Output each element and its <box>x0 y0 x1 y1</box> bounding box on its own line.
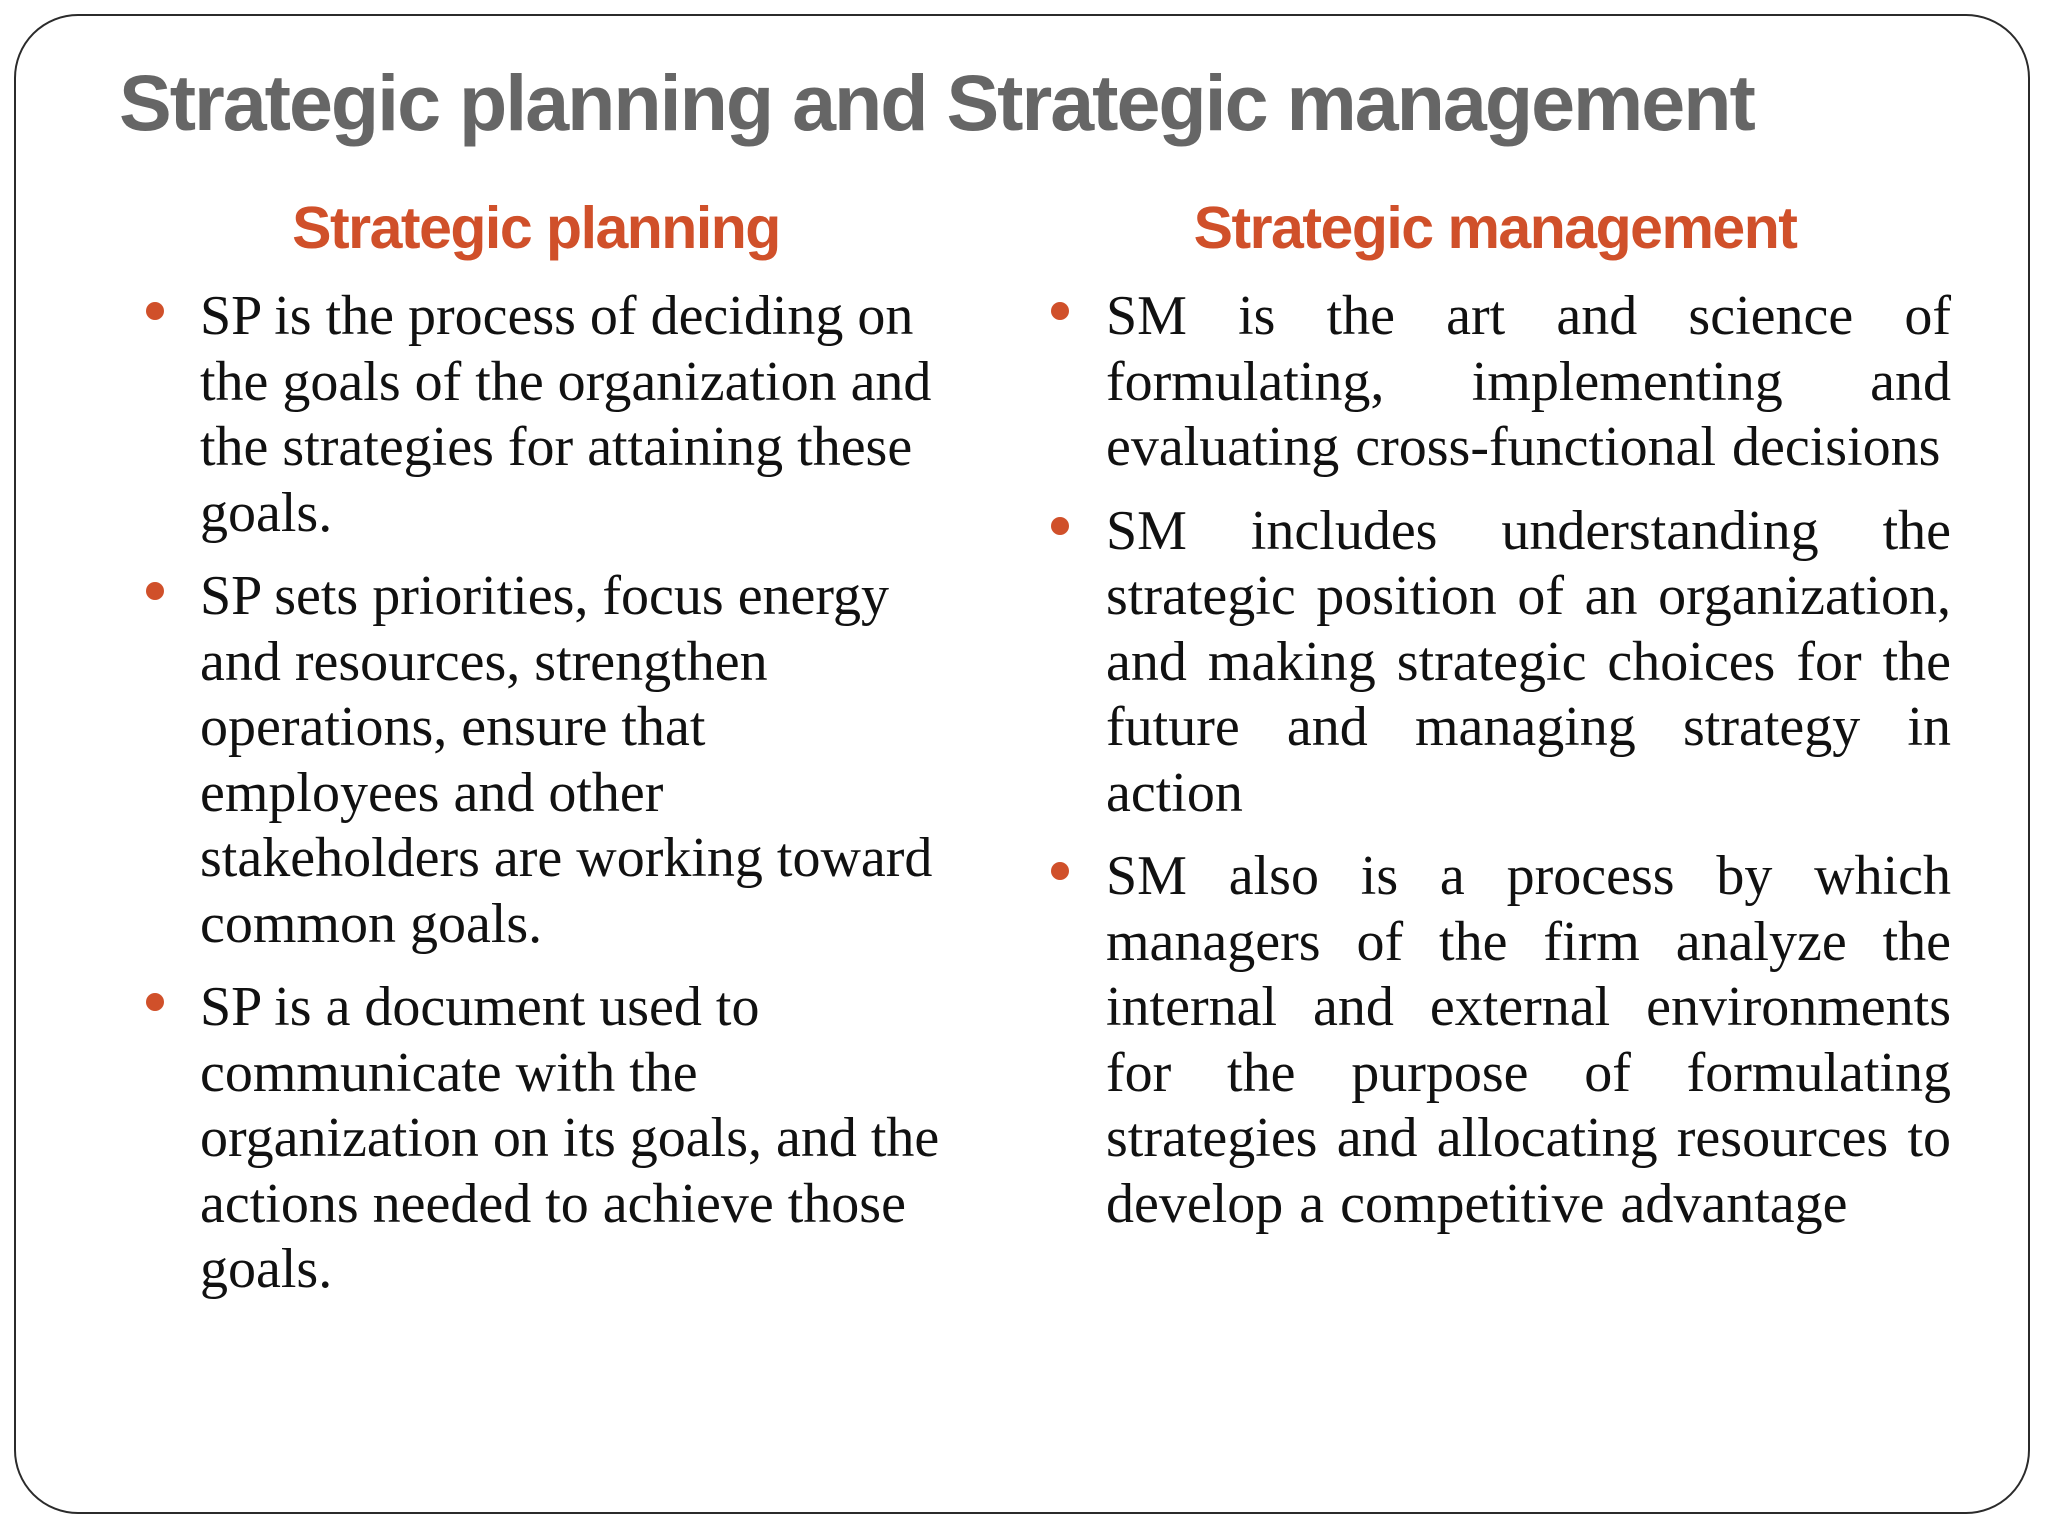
list-item <box>136 975 956 1303</box>
strategic-management-list <box>1039 284 1951 1237</box>
list-item-text: SP sets priorities, focus energy and resources, strengthen operations, ensure that employees and other stakeholders are working toward common goals. <box>200 565 933 955</box>
strategic-planning-heading: Strategic planning <box>292 195 780 261</box>
bullet-dot-icon <box>146 993 164 1011</box>
bullet-dot-icon <box>1051 517 1069 535</box>
list-item-text: SP is the process of deciding on the goals of the organization and the strategies for attaining these goals. <box>200 285 932 544</box>
bullet-dot-icon <box>1051 862 1069 880</box>
list-item-text: SM also is a process by which managers of the firm analyze the internal and external environments for the purpose of formulating strategies and allocating resources to develop a competitive advantage <box>1106 845 1951 1235</box>
list-item <box>1039 284 1951 481</box>
list-item <box>136 564 956 957</box>
strategic-planning-list <box>136 284 956 1303</box>
strategic-management-heading: Strategic management <box>1193 195 1797 261</box>
slide-frame <box>14 14 2030 1514</box>
list-item-text: SM is the art and science of formulating, implementing and evaluating cross-functional decisions <box>1106 285 1951 478</box>
list-item <box>136 284 956 546</box>
bullet-dot-icon <box>1051 302 1069 320</box>
list-item <box>1039 844 1951 1237</box>
list-item <box>1039 499 1951 827</box>
bullet-dot-icon <box>146 582 164 600</box>
strategic-management-column <box>1039 188 1951 1255</box>
bullet-dot-icon <box>146 302 164 320</box>
list-item-text: SM includes understanding the strategic position of an organization, and making strategic choices for the future and managing strategy in action <box>1106 499 1951 824</box>
list-item-text: SP is a document used to communicate with the organization on its goals, and the actions needed to achieve those goals. <box>200 976 940 1300</box>
slide-title: Strategic planning and Strategic management <box>119 58 1754 147</box>
strategic-planning-column <box>136 188 956 1321</box>
